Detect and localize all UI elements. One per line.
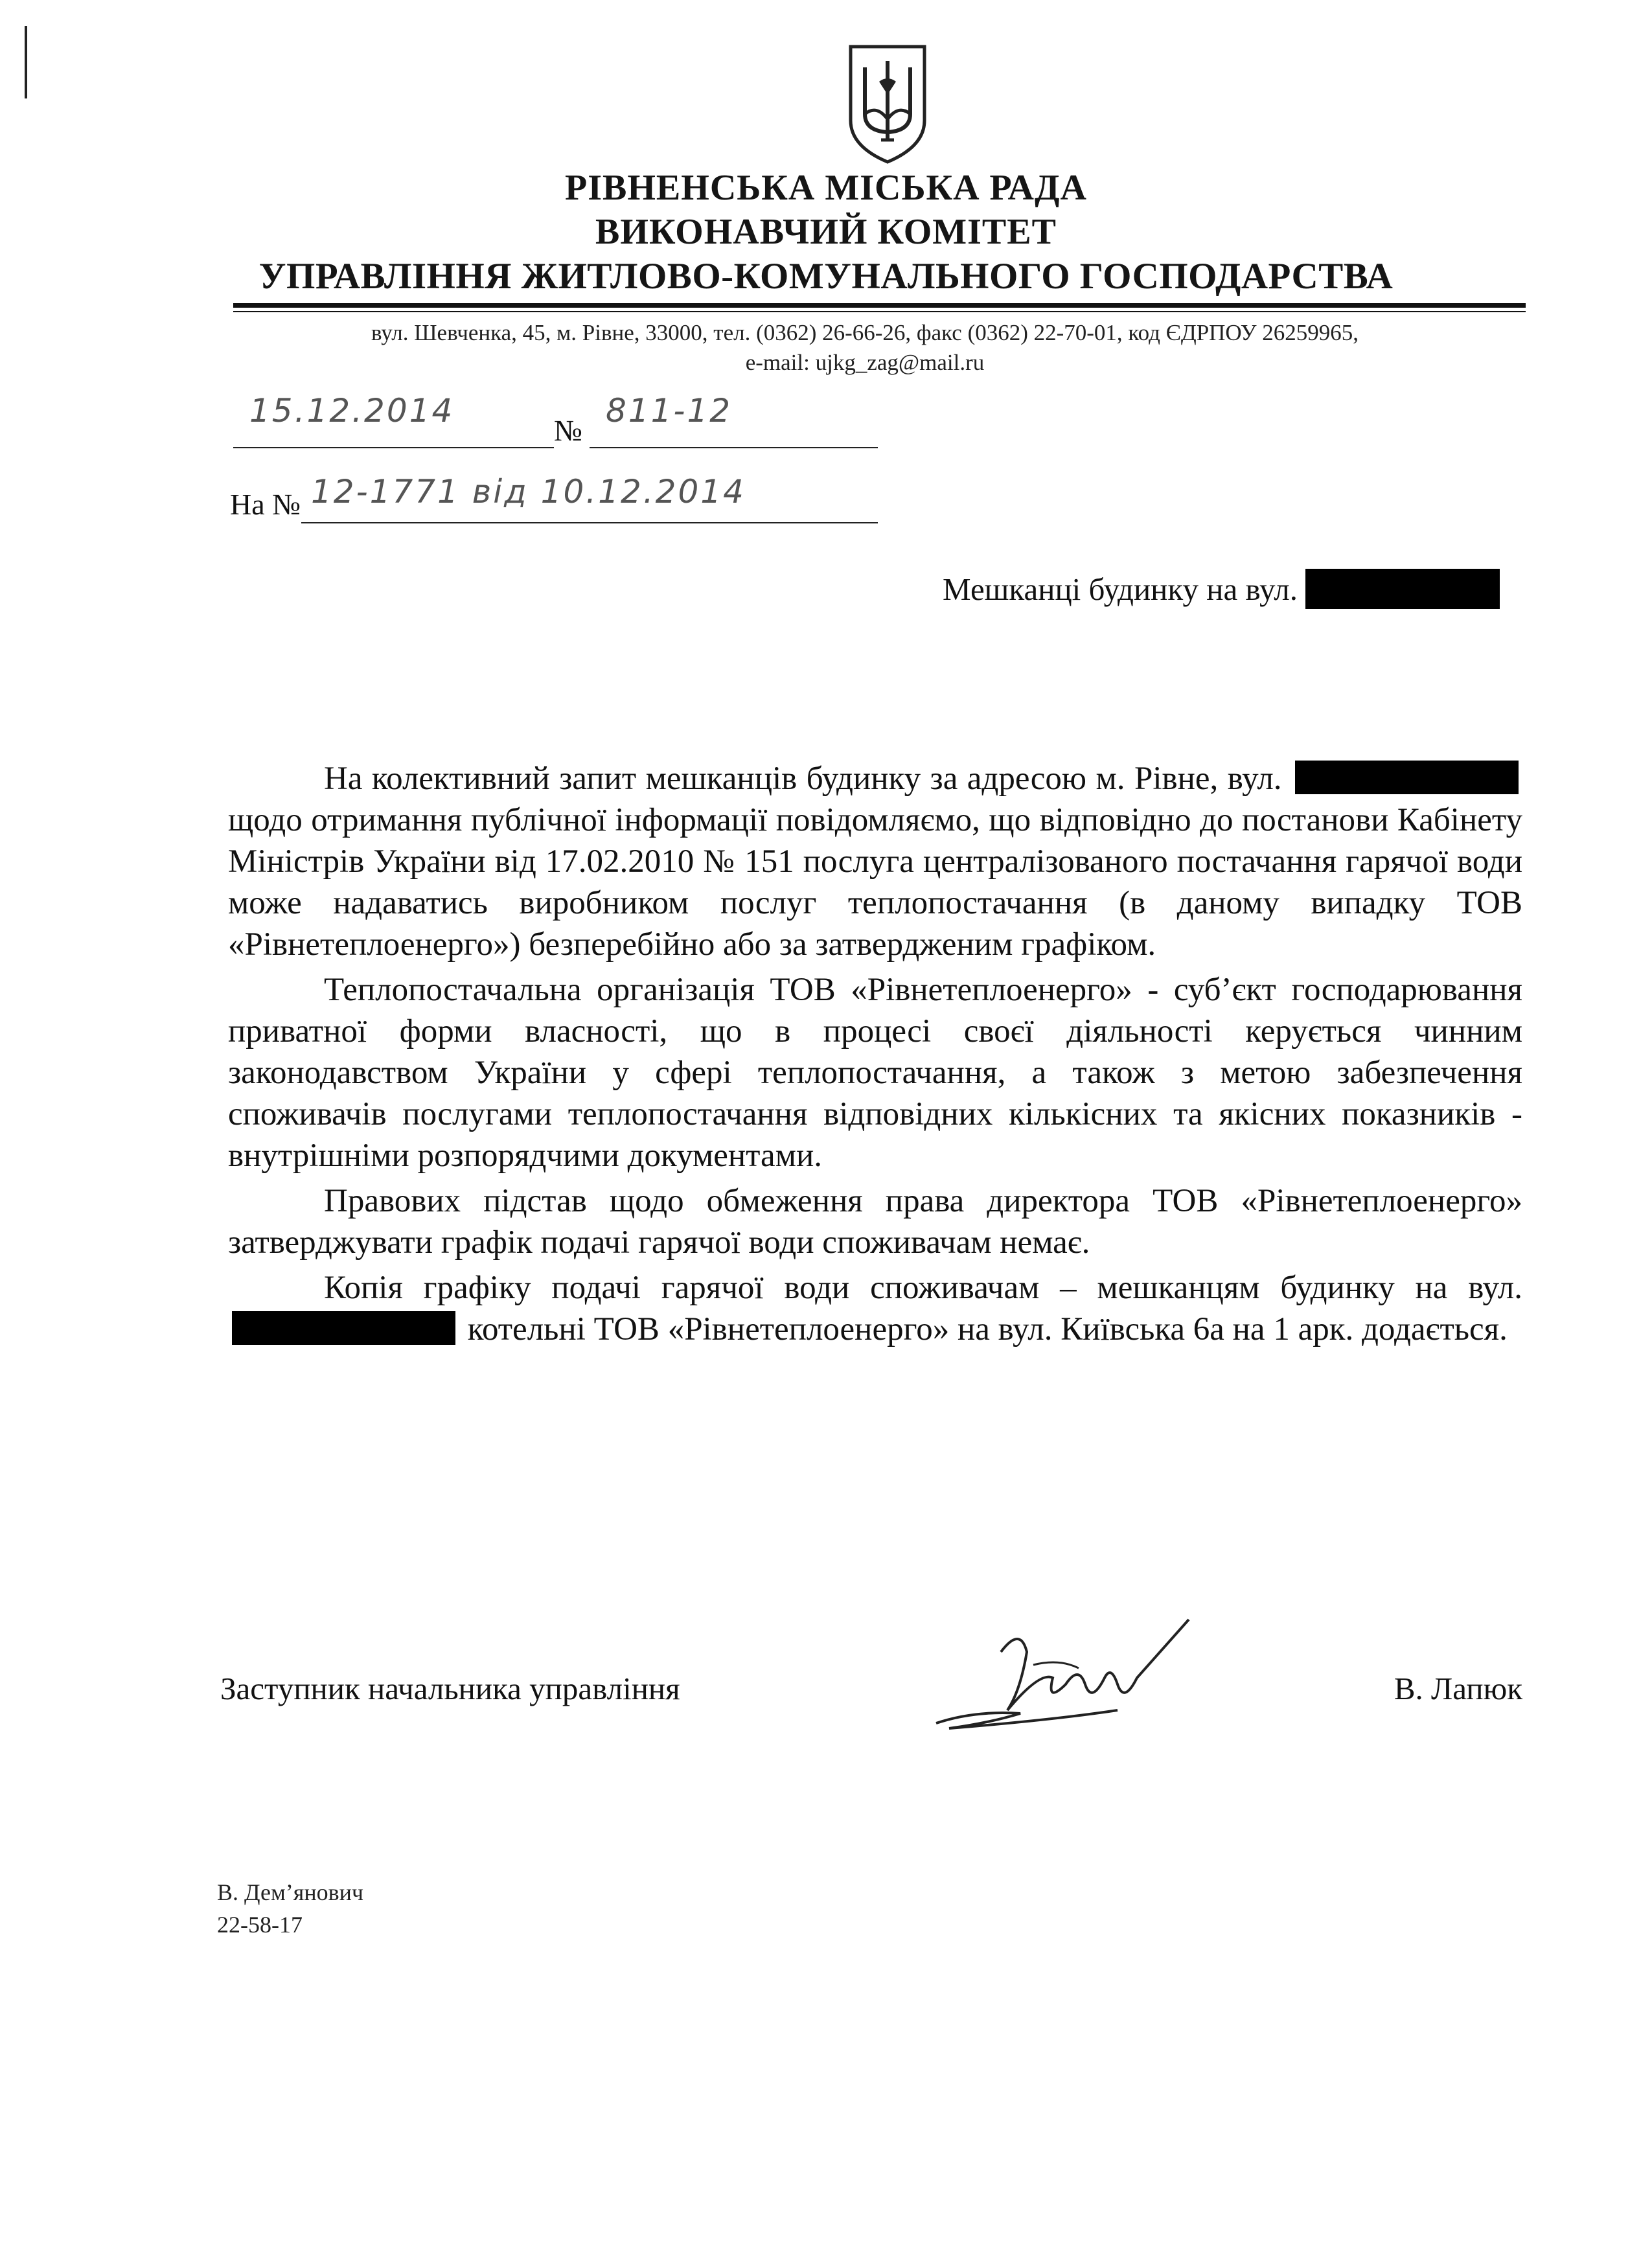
letter-body (228, 758, 1522, 1350)
signatory-name: В. Лапюк (1394, 1671, 1522, 1706)
trident-coat-of-arms-icon (845, 43, 930, 166)
number-underline (590, 447, 878, 448)
letterhead-rule-thin (233, 311, 1526, 312)
reply-label: На № (230, 488, 301, 521)
addressee (943, 569, 1500, 609)
paragraph-4-start: Копія графіку подачі гарячої води споживачам – мешканцям будинку на вул. (324, 1270, 1522, 1306)
executor-name: В. Дем’янович (217, 1879, 363, 1905)
redaction-box (1305, 569, 1500, 609)
letterhead-department: УПРАВЛІННЯ ЖИТЛОВО-КОМУНАЛЬНОГО ГОСПОДАРСТВА (258, 256, 1394, 297)
letterhead-council: РІВНЕНСЬКА МІСЬКА РАДА (565, 168, 1087, 208)
letterhead-contacts: вул. Шевченка, 45, м. Рівне, 33000, тел. (0362) 26-66-26, факс (0362) 22-70-01, код ЄДРПОУ 26259965, (371, 320, 1359, 345)
paragraph-1 (228, 758, 1522, 965)
paragraph-1-start: На колективний запит мешканців будинку за адресою м. Рівне, вул. (324, 761, 1282, 797)
handwritten-signature (923, 1613, 1202, 1743)
date-underline (233, 447, 554, 448)
letterhead-rule-thick (233, 303, 1526, 308)
reply-underline (301, 522, 878, 523)
executor-phone: 22-58-17 (217, 1912, 303, 1938)
handwritten-number: 811-12 (606, 392, 733, 430)
number-label: № (554, 414, 582, 447)
letterhead-committee: ВИКОНАВЧИЙ КОМІТЕТ (595, 212, 1057, 252)
addressee-text: Мешканці будинку на вул. (943, 571, 1298, 607)
handwritten-reply-number: 12-1771 від 10.12.2014 (311, 473, 746, 510)
paragraph-4-end: котельні ТОВ «Рівнетеплоенерго» на вул. Київська 6а на 1 арк. додається. (467, 1311, 1508, 1347)
handwritten-date: 15.12.2014 (249, 392, 455, 430)
paragraph-2: Теплопостачальна організація ТОВ «Рівнетеплоенерго» - суб’єкт господарювання приватної форми власності, що в процесі своєї діяльності керується чинним законодавством України у сфері теплопостачання, а також з метою забезпечення споживачів послугами теплопостачання відповідних кількісних та якісних показників - внутрішніми розпорядчими документами. (228, 972, 1522, 1174)
paragraph-3: Правових підстав щодо обмеження права директора ТОВ «Рівнетеплоенерго» затверджувати графік подачі гарячої води споживачам немає. (228, 1183, 1522, 1261)
paragraph-1-end: щодо отримання публічної інформації повідомляємо, що відповідно до постанови Кабінету Міністрів України від 17.02.2010 № 151 послуга централізованого постачання гарячої води може надаватись виробником послуг теплопостачання (в даному випадку ТОВ «Рівнетеплоенерго») безперебійно або за затвердженим графіком. (228, 802, 1522, 963)
signatory-title: Заступник начальника управління (220, 1671, 680, 1706)
paragraph-4 (228, 1267, 1522, 1350)
scan-edge-mark (25, 26, 27, 98)
redaction-box (1295, 761, 1519, 794)
letterhead-email: e-mail: ujkg_zag@mail.ru (745, 350, 985, 375)
redaction-box (232, 1311, 455, 1345)
